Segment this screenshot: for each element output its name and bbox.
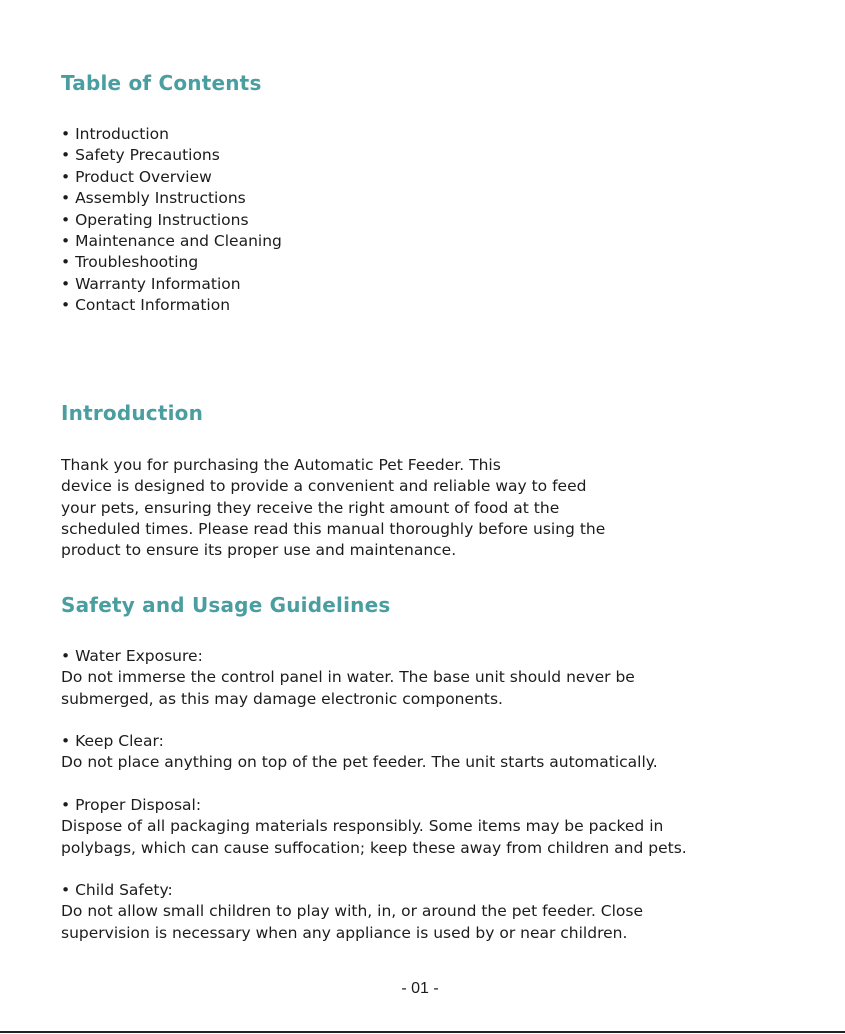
toc-item: • Contact Information — [61, 296, 231, 315]
guideline-child-safety — [61, 880, 643, 944]
guideline-title: • Child Safety: — [61, 881, 173, 899]
toc-item: • Troubleshooting — [61, 253, 199, 272]
guideline-water-exposure — [61, 646, 635, 710]
bottom-divider — [0, 1031, 845, 1033]
guideline-text: Do not place anything on top of the pet feeder. The unit starts automatically. — [61, 753, 658, 772]
guideline-proper-disposal — [61, 795, 687, 859]
paragraph-line: Thank you for purchasing the Automatic Pet Feeder. This — [61, 456, 501, 474]
guideline-text: polybags, which can cause suffocation; keep these away from children and pets. — [61, 838, 687, 857]
introduction-title: Introduction — [61, 401, 204, 425]
page-number: - 01 - — [401, 980, 439, 997]
toc-item: • Product Overview — [61, 167, 212, 186]
guideline-text: Do not immerse the control panel in water. The base unit should never be — [61, 668, 635, 687]
paragraph-line: scheduled times. Please read this manual thoroughly before using the — [61, 519, 606, 538]
guideline-title: • Proper Disposal: — [61, 796, 202, 814]
paragraph-line: your pets, ensuring they receive the right amount of food at the — [61, 498, 560, 517]
paragraph-line: device is designed to provide a convenient and reliable way to feed — [61, 477, 587, 496]
paragraph-line: product to ensure its proper use and maintenance. — [61, 541, 457, 560]
toc-list — [61, 124, 282, 317]
guideline-title: • Water Exposure: — [61, 647, 203, 665]
toc-item: • Warranty Information — [61, 274, 241, 293]
toc-item: • Assembly Instructions — [61, 189, 246, 208]
guideline-text: supervision is necessary when any appliance is used by or near children. — [61, 923, 628, 942]
guideline-text: submerged, as this may damage electronic components. — [61, 689, 503, 708]
toc-item: • Operating Instructions — [61, 210, 249, 229]
guideline-text: Do not allow small children to play with, in, or around the pet feeder. Close — [61, 902, 644, 921]
toc-item: • Introduction — [61, 125, 169, 143]
guideline-keep-clear — [61, 731, 658, 774]
safety-title: Safety and Usage Guidelines — [61, 593, 391, 617]
toc-item: • Safety Precautions — [61, 146, 220, 165]
toc-title: Table of Contents — [61, 71, 262, 95]
guideline-title: • Keep Clear: — [61, 732, 164, 750]
introduction-paragraph — [61, 455, 605, 561]
guideline-text: Dispose of all packaging materials responsibly. Some items may be packed in — [61, 817, 664, 836]
toc-item: • Maintenance and Cleaning — [61, 232, 282, 251]
